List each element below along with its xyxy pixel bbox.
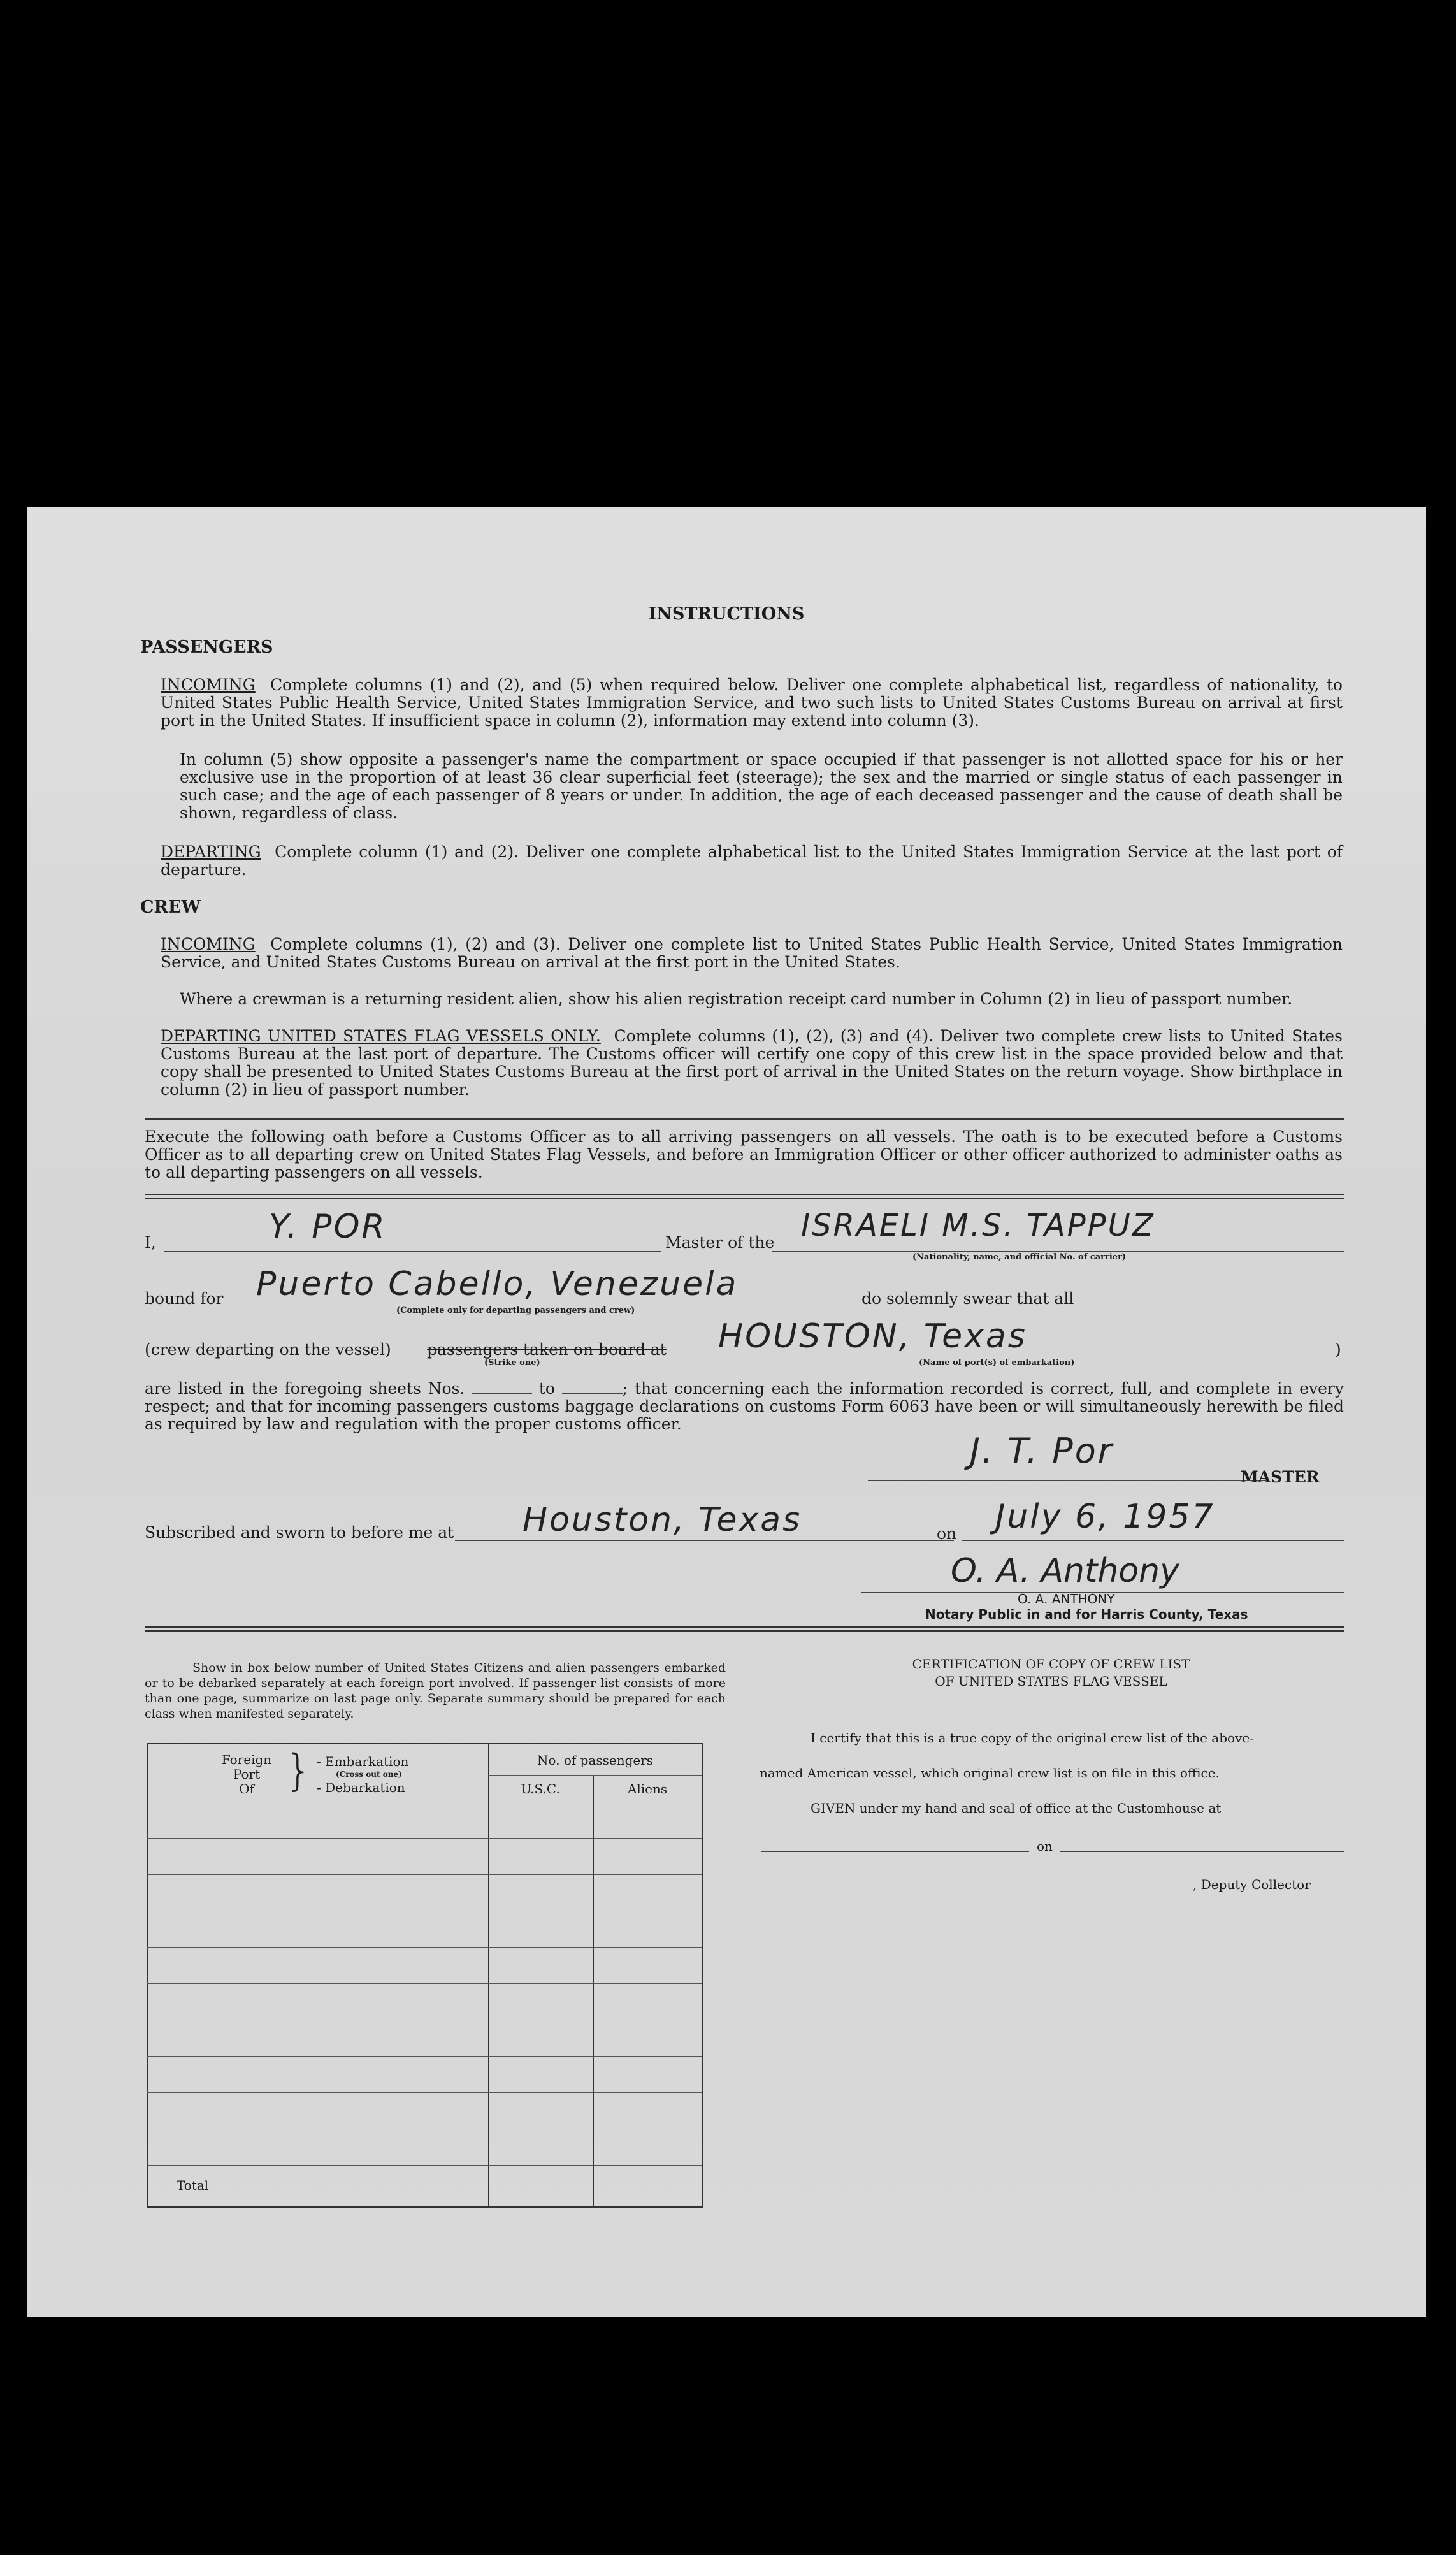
sheets-pre-text: are listed in the foregoing sheets Nos. bbox=[145, 1379, 465, 1398]
total-label: Total bbox=[177, 2178, 209, 2193]
table-row-line bbox=[147, 1947, 702, 1948]
passengers-incoming-lead: INCOMING bbox=[161, 676, 256, 694]
table-column-divider bbox=[488, 1743, 489, 2206]
divider-line bbox=[145, 1630, 1344, 1632]
certification-text-2: named American vessel, which original crew list is on file in this office. bbox=[760, 1765, 1220, 1781]
table-row-line bbox=[147, 2165, 702, 2166]
deputy-collector-label: , Deputy Collector bbox=[1193, 1877, 1311, 1892]
passengers-taken-label: passengers taken on board at bbox=[427, 1340, 667, 1359]
destination-caption: (Complete only for departing passengers and crew) bbox=[396, 1306, 635, 1315]
notary-title: Notary Public in and for Harris County, Texas bbox=[925, 1607, 1248, 1622]
sheets-paragraph bbox=[145, 1380, 1344, 1433]
crew-departing-lead: DEPARTING UNITED STATES FLAG VESSELS ONLY. bbox=[161, 1027, 601, 1045]
passengers-incoming-text: Complete columns (1) and (2), and (5) when required below. Deliver one complete alphabetical list, regardless of nationality, to United States Public Health Service, United States Immigration Service, and two such lists to United States Customs Bureau on arrival at first port in the United States. If insufficient space in column (2), information may extend into column (3). bbox=[161, 676, 1343, 730]
foreign-port-label: Foreign Port Of bbox=[221, 1752, 272, 1797]
sheet-from-blank bbox=[472, 1393, 532, 1394]
sheets-post-text: ; that concerning each the information recorded is correct, full, and complete in every respect; and that for incoming passengers customs baggage declarations on customs Form 6063 have been or will simultaneously herewith be filed as required by law and regulation with the proper customs officer. bbox=[145, 1379, 1344, 1433]
sworn-place-line bbox=[455, 1540, 954, 1541]
brace-glyph: } bbox=[285, 1746, 313, 1796]
divider-line bbox=[145, 1194, 1344, 1195]
customhouse-line bbox=[761, 1851, 1029, 1852]
table-header-divider bbox=[488, 1775, 702, 1776]
passengers-column5-paragraph: In column (5) show opposite a passenger's name the compartment or space occupied if that passenger is not allotted space for his or her exclusive use in the proportion of at least 36 clear superficial feet (steerage); the sex and the married or single status of each passenger in such case; and the age of each passenger of 8 years or under. In addition, the age of each deceased passenger and the cause of death shall be shown, regardless of class. bbox=[180, 750, 1343, 822]
vessel-line bbox=[772, 1251, 1344, 1252]
table-row-line bbox=[147, 1838, 702, 1839]
crew-incoming-text: Complete columns (1), (2) and (3). Deliver one complete list to United States Public Health Service, United States Immigration Service, and United States Customs Bureau on arrival at the first port in the United States. bbox=[161, 935, 1343, 971]
passengers-departing-paragraph bbox=[161, 843, 1343, 879]
passenger-summary-table bbox=[147, 1743, 703, 2208]
crew-heading: CREW bbox=[140, 897, 201, 917]
crew-departing-text: Complete columns (1), (2), (3) and (4). Deliver two complete crew lists to United States Customs Bureau at the last port of departure. The Customs officer will certify one copy of this crew list in the space provided below and that copy shall be presented to United States Customs Bureau at the first port of arrival in the United States on the return voyage. Show birthplace in column (2) in lieu of passport number. bbox=[161, 1027, 1343, 1099]
master-signature-line bbox=[868, 1480, 1266, 1481]
oath-i-label: I, bbox=[145, 1233, 156, 1252]
master-name-line bbox=[164, 1251, 661, 1252]
sheet-to-blank bbox=[562, 1393, 623, 1394]
certification-date-line bbox=[1060, 1851, 1344, 1852]
certification-on-label: on bbox=[1037, 1839, 1053, 1854]
certification-heading-line-1: CERTIFICATION OF COPY OF CREW LIST bbox=[912, 1656, 1190, 1672]
debarkation-label: - Debarkation bbox=[317, 1780, 405, 1795]
crew-crewman-paragraph: Where a crewman is a returning resident alien, show his alien registration receipt card number in Column (2) in lieu of passport number. bbox=[180, 990, 1293, 1008]
divider-line bbox=[145, 1626, 1344, 1628]
notary-signature: O. A. Anthony bbox=[951, 1552, 1179, 1590]
master-label: MASTER bbox=[1241, 1468, 1320, 1486]
aliens-header: Aliens bbox=[627, 1781, 668, 1797]
port-handwritten: HOUSTON, Texas bbox=[718, 1317, 1027, 1356]
crew-departing-label: (crew departing on the vessel) bbox=[145, 1340, 391, 1359]
certification-heading bbox=[760, 1656, 1343, 1690]
crew-departing-paragraph bbox=[161, 1027, 1343, 1099]
subscribed-label: Subscribed and sworn to before me at bbox=[145, 1523, 454, 1542]
certification-text-3: GIVEN under my hand and seal of office at the Customhouse at bbox=[811, 1800, 1222, 1816]
oath-intro-paragraph: Execute the following oath before a Customs Officer as to all arriving passengers on all vessels. The oath is to be executed before a Customs Officer as to all departing crew on United States Flag Vessels, and before an Immigration Officer or other officer authorized to administer oaths as to all departing passengers on all vessels. bbox=[145, 1127, 1343, 1182]
usc-header: U.S.C. bbox=[521, 1781, 560, 1797]
divider-line bbox=[145, 1118, 1344, 1120]
sheets-to-label: to bbox=[538, 1379, 555, 1398]
crew-incoming-lead: INCOMING bbox=[161, 935, 256, 953]
destination-handwritten: Puerto Cabello, Venezuela bbox=[256, 1265, 739, 1303]
instructions-title: INSTRUCTIONS bbox=[648, 604, 805, 624]
crew-incoming-paragraph bbox=[161, 936, 1343, 971]
no-of-passengers-header: No. of passengers bbox=[537, 1753, 654, 1768]
vessel-handwritten: ISRAELI M.S. TAPPUZ bbox=[801, 1208, 1155, 1243]
embarkation-label: - Embarkation bbox=[317, 1754, 409, 1769]
table-row-line bbox=[147, 2092, 702, 2093]
certification-text-1: I certify that this is a true copy of the original crew list of the above- bbox=[811, 1730, 1254, 1746]
passengers-heading: PASSENGERS bbox=[140, 637, 273, 657]
summary-instruction: Show in box below number of United States Citizens and alien passengers embarked or to be debarked separately at each foreign port involved. If passenger list consists of more than one page, summarize on last page only. Separate summary should be prepared for each class when manifested separately. bbox=[145, 1661, 726, 1721]
sworn-on-label: on bbox=[937, 1524, 957, 1543]
document-sheet bbox=[27, 507, 1426, 2317]
table-row-line bbox=[147, 2056, 702, 2057]
close-paren: ) bbox=[1335, 1340, 1341, 1359]
port-caption: (Name of port(s) of embarkation) bbox=[919, 1358, 1075, 1368]
divider-line bbox=[145, 1198, 1344, 1199]
strike-one-caption: (Strike one) bbox=[484, 1358, 540, 1368]
bound-for-label: bound for bbox=[145, 1289, 224, 1308]
passengers-departing-lead: DEPARTING bbox=[161, 843, 261, 861]
sworn-place-handwritten: Houston, Texas bbox=[523, 1501, 802, 1539]
notary-name: O. A. ANTHONY bbox=[1018, 1591, 1115, 1607]
certification-heading-line-2: OF UNITED STATES FLAG VESSEL bbox=[935, 1674, 1167, 1689]
vessel-caption: (Nationality, name, and official No. of carrier) bbox=[912, 1252, 1127, 1262]
table-row-line bbox=[147, 1874, 702, 1875]
sworn-date-line bbox=[962, 1540, 1344, 1541]
passengers-incoming-paragraph bbox=[161, 676, 1343, 730]
master-name-handwritten: Y. POR bbox=[269, 1208, 387, 1246]
passengers-departing-text: Complete column (1) and (2). Deliver one complete alphabetical list to the United States Immigration Service at the last port of departure. bbox=[161, 843, 1343, 879]
master-signature: J. T. Por bbox=[970, 1431, 1114, 1471]
table-column-divider bbox=[593, 1775, 594, 2206]
cross-out-caption: (Cross out one) bbox=[336, 1770, 402, 1779]
solemnly-swear-label: do solemnly swear that all bbox=[861, 1289, 1074, 1308]
master-of-the-label: Master of the bbox=[665, 1233, 775, 1252]
sworn-date-handwritten: July 6, 1957 bbox=[995, 1498, 1215, 1536]
table-row-line bbox=[147, 1983, 702, 1984]
